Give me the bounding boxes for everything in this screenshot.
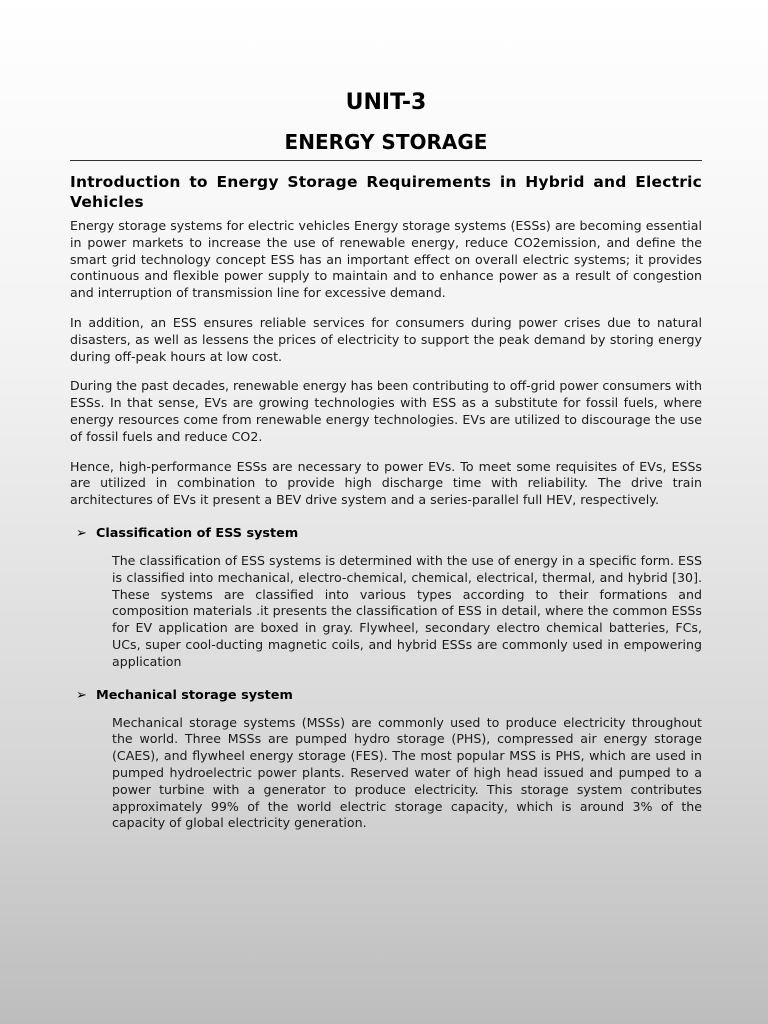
mechanical-title: Mechanical storage system [96, 687, 293, 703]
intro-paragraph-3: During the past decades, renewable energy has been contributing to off-grid power consumers with ESSs. In that sense, EVs are growing technologies with ESS as a substitute for fossil fuels, where energy resources come from renewable energy technologies. EVs are utilized to discourage the use of fossil fuels and reduce CO2. [70, 378, 702, 444]
classification-heading [76, 525, 702, 543]
section-title: ENERGY STORAGE [284, 130, 488, 154]
classification-title: Classification of ESS system [96, 525, 299, 541]
intro-paragraph-4: Hence, high-performance ESSs are necessary to power EVs. To meet some requisites of EVs, ESSs are utilized in combination to provide high discharge time with reliability. The drive train architectures of EVs it present a BEV drive system and a series-parallel full HEV, respectively. [70, 458, 702, 508]
intro-heading: Introduction to Energy Storage Requirements in Hybrid and Electric Vehicles [70, 173, 702, 211]
document-page [70, 88, 702, 832]
unit-title: UNIT-3 [345, 90, 427, 115]
arrow-bullet-icon: ➢ [76, 687, 87, 703]
mechanical-heading [76, 687, 702, 705]
title-divider [70, 160, 702, 161]
intro-paragraph-2: In addition, an ESS ensures reliable services for consumers during power crises due to natural disasters, as well as lessens the prices of electricity to support the peak demand by storing energy during off-peak hours at low cost. [70, 314, 702, 364]
classification-body: The classification of ESS systems is determined with the use of energy in a specific form. ESS is classified into mechanical, electro-chemical, chemical, electrical, thermal, and hybrid [30]. These systems are classified into various types according to their formations and composition materials .it presents the classification of ESS in detail, where the common ESSs for EV application are boxed in gray. Flywheel, secondary electro chemical batteries, FCs, UCs, super cool-ducting magnetic coils, and hybrid ESSs are commonly used in empowering application [112, 552, 702, 669]
intro-paragraph-1: Energy storage systems for electric vehicles Energy storage systems (ESSs) are becoming essential in power markets to increase the use of renewable energy, reduce CO2emission, and define the smart grid technology concept ESS has an important effect on overall electric systems; it provides continuous and flexible power supply to maintain and to enhance power as a result of congestion and interruption of transmission line for excessive demand. [70, 218, 702, 301]
mechanical-body: Mechanical storage systems (MSSs) are commonly used to produce electricity throughout the world. Three MSSs are pumped hydro storage (PHS), compressed air energy storage (CAES), and flywheel energy storage (FES). The most popular MSS is PHS, which are used in pumped hydroelectric power plants. Reserved water of high head issued and pumped to a power turbine with a generator to produce electricity. This storage system contributes approximately 99% of the world electric storage capacity, which is around 3% of the capacity of global electricity generation. [112, 714, 702, 831]
arrow-bullet-icon: ➢ [76, 525, 87, 541]
